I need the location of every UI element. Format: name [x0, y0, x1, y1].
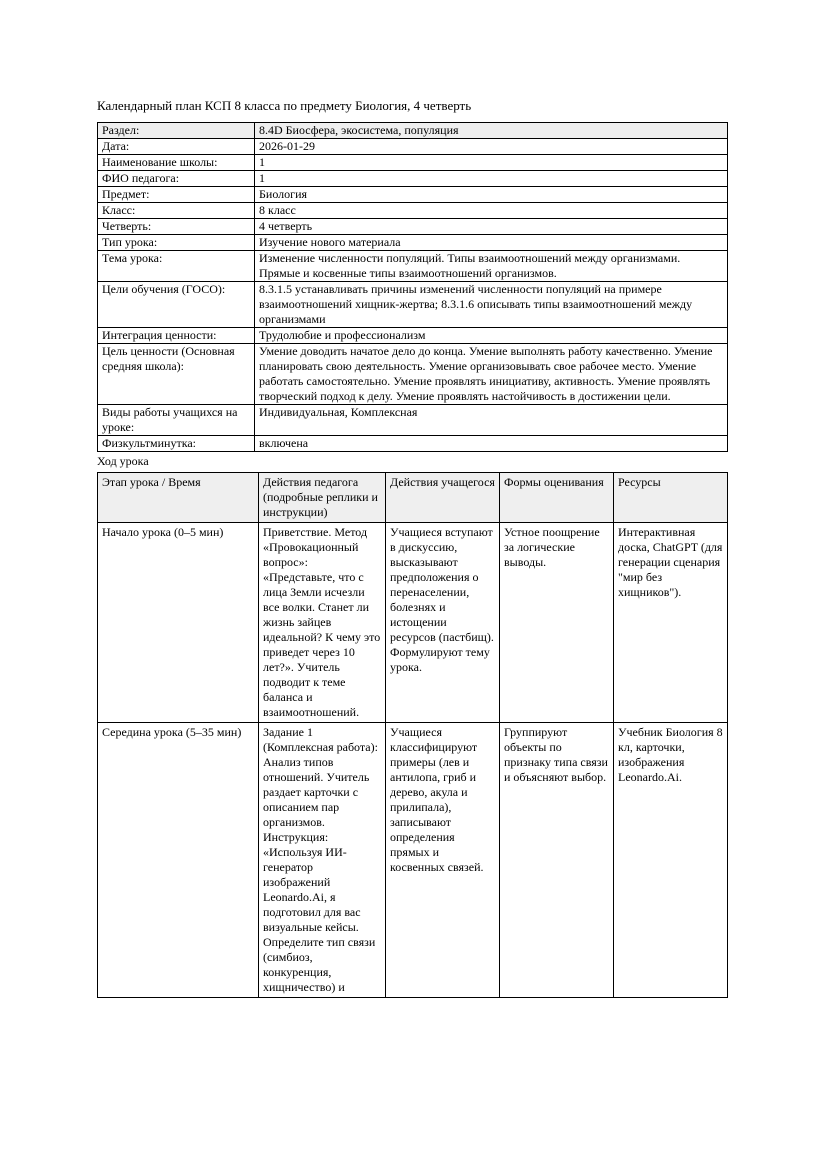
info-value: Трудолюбие и профессионализм — [255, 328, 728, 344]
table-row — [98, 171, 728, 187]
info-label: Дата: — [98, 139, 255, 155]
info-value: 1 — [255, 155, 728, 171]
table-row — [98, 344, 728, 405]
student-actions-cell: Учащиеся классифицируют примеры (лев и антилопа, гриб и дерево, акула и прилипала), записывают определения прямых и косвенных связей. — [386, 723, 500, 998]
student-actions-cell: Учащиеся вступают в дискуссию, высказывают предположения о перенаселении, болезнях и истощении ресурсов (пастбищ). Формулируют тему урока. — [386, 523, 500, 723]
info-value: 2026-01-29 — [255, 139, 728, 155]
teacher-actions-cell: Приветствие. Метод «Провокационный вопрос»: «Представьте, что с лица Земли исчезли все волки. Станет ли жизнь зайцев идеальной? К чему это приведет через 10 лет?». Учитель подводит к теме баланса и взаимоотношений. — [259, 523, 386, 723]
table-row — [98, 282, 728, 328]
info-label: ФИО педагога: — [98, 171, 255, 187]
info-label: Тип урока: — [98, 235, 255, 251]
page-title: Календарный план КСП 8 класса по предмету Биология, 4 четверть — [97, 98, 472, 113]
table-row — [98, 405, 728, 436]
stage-cell: Середина урока (5–35 мин) — [98, 723, 259, 998]
info-label: Виды работы учащихся на уроке: — [98, 405, 255, 436]
info-label: Цель ценности (Основная средняя школа): — [98, 344, 255, 405]
header-assessment: Формы оценивания — [500, 473, 614, 523]
lesson-table — [97, 472, 728, 998]
info-label: Класс: — [98, 203, 255, 219]
info-label: Раздел: — [98, 123, 255, 139]
header-stage: Этап урока / Время — [98, 473, 259, 523]
info-label: Четверть: — [98, 219, 255, 235]
info-value: Индивидуальная, Комплексная — [255, 405, 728, 436]
info-value: 8 класс — [255, 203, 728, 219]
info-label: Наименование школы: — [98, 155, 255, 171]
table-row — [98, 123, 728, 139]
table-row — [98, 436, 728, 452]
info-value: Изучение нового материала — [255, 235, 728, 251]
assessment-cell: Группируют объекты по признаку типа связи и объясняют выбор. — [500, 723, 614, 998]
info-value: 4 четверть — [255, 219, 728, 235]
info-label: Интеграция ценности: — [98, 328, 255, 344]
info-value: Умение доводить начатое дело до конца. Умение выполнять работу качественно. Умение планировать свою деятельность. Умение организовывать свое рабочее место. Умение работать самостоятельно. Умение проявлять инициативу, активность. Умение проявлять творческий подход к делу. Умение проявлять настойчивость в достижении цели. — [255, 344, 728, 405]
header-student-actions: Действия учащегося — [386, 473, 500, 523]
table-row — [98, 328, 728, 344]
table-row — [98, 187, 728, 203]
table-row — [98, 235, 728, 251]
table-row — [98, 155, 728, 171]
table-row — [98, 139, 728, 155]
info-value: включена — [255, 436, 728, 452]
info-label: Физкультминутка: — [98, 436, 255, 452]
table-row — [98, 251, 728, 282]
info-value: 8.3.1.5 устанавливать причины изменений численности популяций на примере взаимоотношений хищник-жертва; 8.3.1.6 описывать типы взаимоотношений между организмами — [255, 282, 728, 328]
header-teacher-actions: Действия педагога (подробные реплики и инструкции) — [259, 473, 386, 523]
info-value: Биология — [255, 187, 728, 203]
info-value: 8.4D Биосфера, экосистема, популяция — [255, 123, 728, 139]
info-label: Тема урока: — [98, 251, 255, 282]
teacher-actions-cell: Задание 1 (Комплексная работа): Анализ типов отношений. Учитель раздает карточки с описанием пар организмов. Инструкция: «Используя ИИ-генератор изображений Leonardo.Ai, я подготовил для вас визуальные кейсы. Определите тип связи (симбиоз, конкуренция, хищничество) и — [259, 723, 386, 998]
lesson-row — [98, 523, 728, 723]
resources-cell: Интерактивная доска, ChatGPT (для генерации сценария "мир без хищников"). — [614, 523, 728, 723]
info-table — [97, 122, 728, 452]
resources-cell: Учебник Биология 8 кл, карточки, изображения Leonardo.Ai. — [614, 723, 728, 998]
info-value: 1 — [255, 171, 728, 187]
stage-cell: Начало урока (0–5 мин) — [98, 523, 259, 723]
header-resources: Ресурсы — [614, 473, 728, 523]
info-label: Цели обучения (ГОСО): — [98, 282, 255, 328]
table-row — [98, 219, 728, 235]
lesson-header-row — [98, 473, 728, 523]
info-value: Изменение численности популяций. Типы взаимоотношений между организмами. Прямые и косвенные типы взаимоотношений организмов. — [255, 251, 728, 282]
table-row — [98, 203, 728, 219]
assessment-cell: Устное поощрение за логические выводы. — [500, 523, 614, 723]
lesson-row — [98, 723, 728, 998]
section-heading: Ход урока — [97, 454, 149, 468]
info-label: Предмет: — [98, 187, 255, 203]
